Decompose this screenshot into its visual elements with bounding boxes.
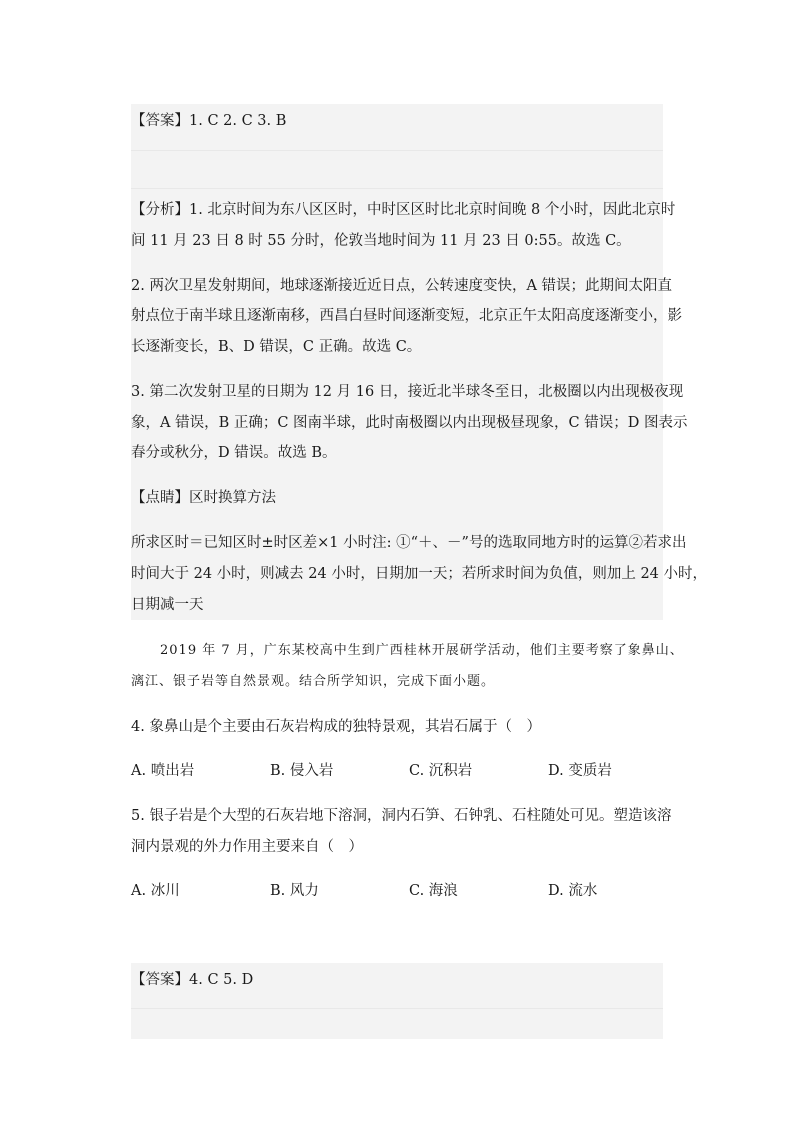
question-4-option-d[interactable]: D. 变质岩	[548, 763, 612, 779]
analysis-line-8: 春分或秋分，D 错误。故选 B。	[131, 445, 337, 461]
analysis-line-6: 3. 第二次发射卫星的日期为 12 月 16 日，接近北半球冬至日，北极圈以内出现极夜现	[131, 384, 684, 400]
material-line-2: 漓江、银子岩等自然景观。结合所学知识，完成下面小题。	[131, 674, 496, 689]
separator	[131, 1008, 663, 1009]
answer-line-2: 【答案】4. C 5. D	[131, 972, 254, 988]
question-5-option-d[interactable]: D. 流水	[548, 883, 598, 899]
question-4-option-a[interactable]: A. 喷出岩	[131, 763, 195, 779]
separator	[131, 188, 663, 189]
analysis-line-1: 【分析】1. 北京时间为东八区区时，中时区区时比北京时间晚 8 个小时，因此北京时	[131, 202, 676, 218]
analysis-line-7: 象，A 错误，B 正确；C 图南半球，此时南极圈以内出现极昼现象，C 错误；D 图表示	[131, 415, 688, 431]
analysis-line-4: 射点位于南半球且逐渐南移，西昌白昼时间逐渐变短，北京正午太阳高度逐渐变小，影	[131, 308, 682, 324]
question-5-stem-1: 5. 银子岩是个大型的石灰岩地下溶洞，洞内石笋、石钟乳、石柱随处可见。塑造该溶	[131, 808, 672, 824]
answer-line: 【答案】1. C 2. C 3. B	[131, 113, 287, 129]
analysis-line-2: 间 11 月 23 日 8 时 55 分时，伦敦当地时间为 11 月 23 日 0:55。故选 C。	[131, 233, 631, 249]
tip-line-3: 日期减一天	[131, 597, 204, 613]
analysis-line-5: 长逐渐变长，B、D 错误，C 正确。故选 C。	[131, 339, 422, 355]
question-5-option-c[interactable]: C. 海浪	[409, 883, 458, 899]
tip-title: 【点睛】区时换算方法	[131, 490, 276, 506]
question-4-option-b[interactable]: B. 侵入岩	[270, 763, 334, 779]
tip-line-2: 时间大于 24 小时，则减去 24 小时，日期加一天；若所求时间为负值，则加上 24 小时，	[131, 566, 708, 582]
question-4-option-c[interactable]: C. 沉积岩	[409, 763, 473, 779]
question-5-option-a[interactable]: A. 冰川	[131, 883, 180, 899]
question-5-option-b[interactable]: B. 风力	[270, 883, 319, 899]
tip-line-1: 所求区时＝已知区时±时区差×1 小时注: ①“＋、－”号的选取同地方时的运算②若求出	[131, 535, 687, 551]
separator	[131, 150, 663, 151]
question-5-stem-2: 洞内景观的外力作用主要来自（ ）	[131, 839, 363, 855]
question-4-stem: 4. 象鼻山是个主要由石灰岩构成的独特景观，其岩石属于（ ）	[131, 719, 541, 735]
material-line-1: 2019 年 7 月，广东某校高中生到广西桂林开展研学活动，他们主要考察了象鼻山、	[160, 643, 684, 658]
analysis-line-3: 2. 两次卫星发射期间，地球逐渐接近近日点，公转速度变快，A 错误；此期间太阳直	[131, 278, 673, 294]
